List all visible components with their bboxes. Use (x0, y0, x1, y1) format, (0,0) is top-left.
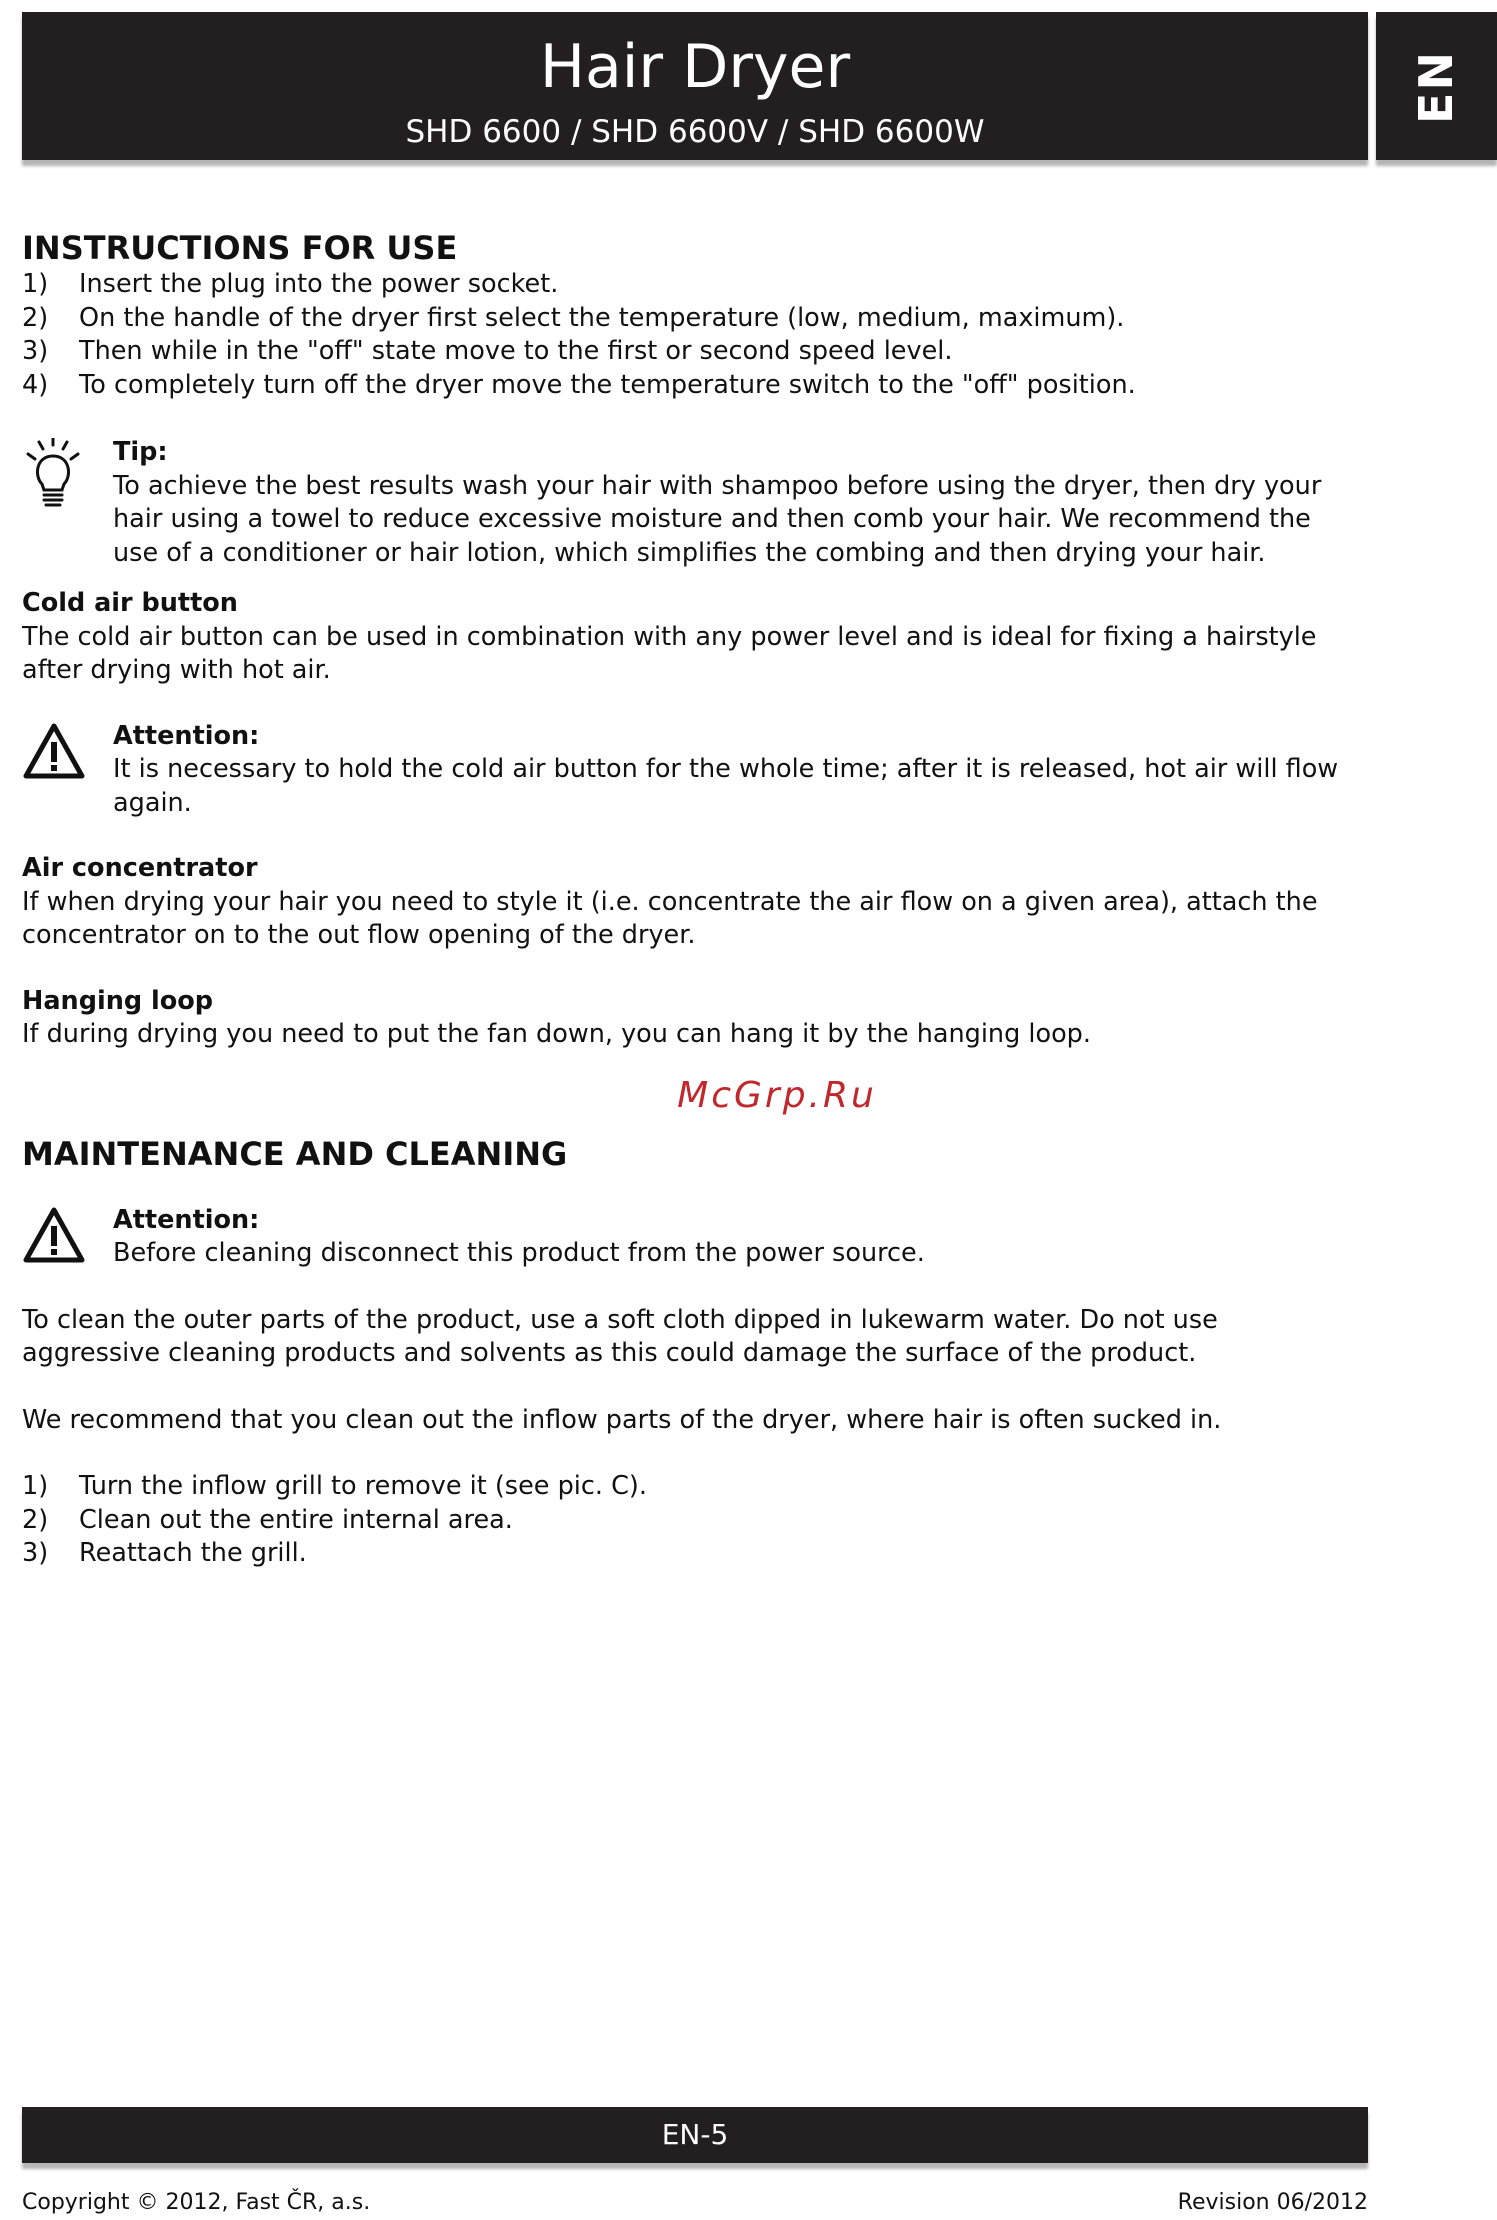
tip-note (22, 436, 1362, 570)
maintenance-attention-note (22, 1204, 1362, 1271)
instruction-step: 3) Then while in the "off" state move to the first or second speed level. (22, 336, 953, 366)
maintenance-attention-text: Before cleaning disconnect this product from the power source. (113, 1238, 925, 1268)
cleaning-paragraph: To clean the outer parts of the product, use a soft cloth dipped in lukewarm water. Do not use aggressive cleaning products and solvents as this could damage the surface of the product. (22, 1304, 1218, 1368)
cold-air-heading: Cold air button (22, 588, 238, 618)
maintenance-step: 1) Turn the inflow grill to remove it (see pic. C). (22, 1471, 647, 1501)
cold-air-text: The cold air button can be used in combination with any power level and is ideal for fixing a hairstyle after drying with hot air. (22, 621, 1317, 685)
model-subtitle: SHD 6600 / SHD 6600V / SHD 6600W (405, 114, 985, 150)
inflow-paragraph: We recommend that you clean out the inflow parts of the dryer, where hair is often sucked in. (22, 1404, 1222, 1435)
maintenance-attention-title: Attention: (113, 1204, 260, 1235)
tip-body (113, 436, 1362, 570)
lightbulb-icon (22, 436, 113, 570)
tip-text: To achieve the best results wash your hair with shampoo before using the dryer, then dry your hair using a towel to reduce excessive moisture and then comb your hair. We recommend the use of a conditioner or hair lotion, which simplifies the combing and then drying your hair. (113, 470, 1322, 568)
maintenance-step: 2) Clean out the entire internal area. (22, 1504, 513, 1535)
cold-air-section (22, 587, 1362, 688)
air-concentrator-section (22, 852, 1362, 953)
instruction-step: 2) On the handle of the dryer first select the temperature (low, medium, maximum). (22, 302, 1125, 333)
language-tab (1376, 12, 1497, 160)
page-number-bar (22, 2107, 1368, 2163)
maintenance-steps (22, 1470, 1362, 1571)
header-bar (22, 12, 1368, 160)
maintenance-attention-body (113, 1204, 1362, 1271)
maintenance-heading: MAINTENANCE AND CLEANING (22, 1134, 568, 1173)
instructions-steps (22, 268, 1362, 402)
warning-icon (22, 1204, 113, 1271)
watermark-text: McGrp.Ru (677, 1074, 877, 1116)
instruction-step: 4) To completely turn off the dryer move the temperature switch to the "off" position. (22, 369, 1136, 400)
instructions-heading: INSTRUCTIONS FOR USE (22, 229, 458, 267)
revision-text: Revision 06/2012 (1177, 2190, 1368, 2215)
copyright-text: Copyright © 2012, Fast ČR, a.s. (22, 2190, 371, 2215)
main-content (22, 228, 1362, 1571)
hanging-loop-heading: Hanging loop (22, 985, 214, 1016)
attention-body (113, 720, 1362, 821)
air-concentrator-text: If when drying your hair you need to style it (i.e. concentrate the air flow on a given area), attach the concentrator on to the out flow opening of the dryer. (22, 886, 1318, 950)
page-title: Hair Dryer (539, 32, 851, 102)
attention-note (22, 720, 1362, 821)
page-number: EN-5 (661, 2118, 729, 2151)
tip-title: Tip: (113, 437, 168, 467)
instruction-step: 1) Insert the plug into the power socket. (22, 269, 559, 299)
warning-icon (22, 720, 113, 821)
air-concentrator-heading: Air concentrator (22, 853, 258, 883)
attention-title: Attention: (113, 720, 260, 751)
language-label: EN (1409, 50, 1463, 124)
maintenance-step: 3) Reattach the grill. (22, 1538, 307, 1568)
hanging-loop-text: If during drying you need to put the fan down, you can hang it by the hanging loop. (22, 1019, 1091, 1049)
attention-text: It is necessary to hold the cold air button for the whole time; after it is released, hot air will flow again. (113, 754, 1339, 818)
hanging-loop-section (22, 985, 1362, 1052)
